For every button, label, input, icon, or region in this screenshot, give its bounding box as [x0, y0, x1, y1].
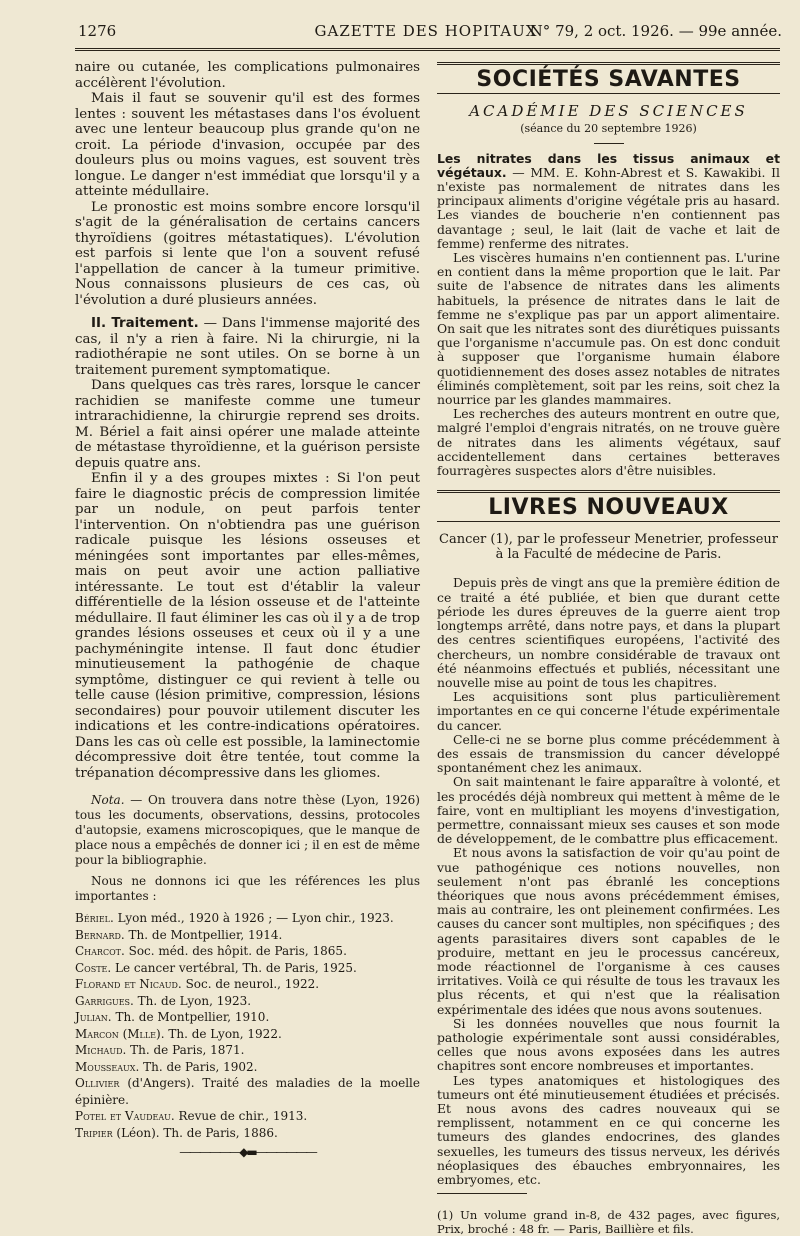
reference-author: Bernard.	[75, 927, 125, 942]
reference-author: Florand et Nicaud.	[75, 977, 182, 991]
paragraph: Les types anatomiques et histologiques des tumeurs ont été minutieusement étudiées et précisés. Et nous avons des cadres nouveaux qui se remplissent, notamment en ce qui concerne les tumeurs des glandes endocrines, des glandes sexuelles, les tumeurs des tissus nerveux, les dérivés néoplasiques des ébauches embryonnaires, les embryomes, etc.	[437, 1072, 780, 1188]
paragraph: Enfin il y a des groupes mixtes : Si l'on peut faire le diagnostic précis de compression limitée par un nodule, on peut parfois tenter l'intervention. On n'obtiendra pas une guérison radicale puisque les lésions osseuses et méningées sont importantes par elles-mêmes, mais on peut avoir une action palliative intéressante. Le tout est d'établir la valeur différentielle de la lésion osseuse et de l'atteinte médullaire. Il faut éliminer les cas où il y a de trop grandes lésions osseuses et ceux où il y a une pachyméningite intense. Il faut donc étudier minutieusement la pathogénie de chaque symptôme, distinguer ce qui revient à telle ou telle cause (lésion primitive, compression, lésions secondaires) pour pouvoir utilement discuter les indications et les contre-indications opératoires. Dans les cas où celle est possible, la laminectomie décompressive doit être tentée, tout comme la trépanation décompressive dans les gliomes.	[75, 471, 420, 781]
reference-source: Soc. méd. des hôpit. de Paris, 1865.	[124, 944, 347, 958]
section-heading: II. Traitement.	[91, 316, 199, 331]
paragraph: Si les données nouvelles que nous fournit la pathologie expérimentale sont aussi considérables, celles que nous avons exposées dans les autres chapitres sont encore nombreuses et importantes.	[437, 1015, 780, 1074]
reference-entry	[75, 1026, 420, 1043]
reference-entry	[75, 976, 420, 993]
section-rule	[437, 521, 780, 522]
reference-entry	[75, 1125, 420, 1142]
end-ornament: ——————◆▬——————	[179, 1145, 316, 1159]
reference-source: Th. de Lyon, 1923.	[133, 993, 252, 1008]
reference-entry	[75, 1042, 420, 1059]
issue-info: N° 79, 2 oct. 1926. — 99e année.	[529, 22, 782, 40]
paragraph: On sait maintenant le faire apparaître à volonté, et les procédés déjà nombreux qui mettent à même de le faire, vont en multipliant les moyens d'investigation, permettre, connaissant mieux ses causes et son mode de développement, de le combattre plus efficacement.	[437, 774, 780, 847]
article-title: Les nitrates dans les tissus animaux et végétaux.	[437, 150, 780, 180]
reference-source: (d'Angers). Traité des maladies de la moelle épinière.	[75, 1076, 420, 1107]
paragraph-text: — MM. E. Kohn-Abrest et S. Kawakibi. Il n'existe pas normalement de nitrates dans les principaux aliments d'origine végétale pris au hasard. Les viandes de boucherie n'en contiennent pas davantage ; seul, le lait (lait de vache et lait de femme) renferme des nitrates.	[437, 164, 780, 251]
societes-heading: SOCIÉTÉS SAVANTES	[476, 67, 741, 92]
reference-author: Julian.	[75, 1010, 112, 1024]
nota	[75, 793, 420, 868]
section-rule	[437, 93, 780, 94]
reference-author: Potel et Vaudeau.	[75, 1109, 175, 1123]
paragraph: Les recherches des auteurs montrent en outre que, malgré l'emploi d'engrais nitratés, on ne trouve guère de nitrates dans les aliments végétaux, sauf accidentellement dans certaines betteraves fourragères suspectes alors d'être nuisibles.	[437, 406, 780, 479]
reference-source: Th. de Montpellier, 1910.	[111, 1010, 270, 1024]
paragraph-text: — Dans l'immense majorité des cas, il n'y a rien à faire. Ni la chirurgie, ni la radiothérapie ne sont utiles. On se borne à un traitement purement symptomatique.	[75, 316, 420, 378]
page-number: 1276	[78, 22, 117, 40]
header-rule	[75, 48, 780, 51]
reference-entry	[75, 993, 420, 1010]
reference-source: Soc. de neurol., 1922.	[181, 977, 320, 991]
reference-author: Ollivier	[75, 1076, 120, 1090]
reference-source: Lyon méd., 1920 à 1926 ; — Lyon chir., 1923.	[113, 911, 394, 925]
journal-title: GAZETTE DES HOPITAUX	[314, 22, 538, 40]
footnote-rule	[437, 1193, 527, 1194]
left-column	[75, 60, 420, 1161]
reference-source: Le cancer vertébral, Th. de Paris, 1925.	[111, 960, 357, 975]
footnote: (1) Un volume grand in-8, de 432 pages, avec figures, Prix, broché : 48 fr. — Paris, Baillière et fils.	[437, 1208, 780, 1236]
paragraph: Et nous avons la satisfaction de voir qu'au point de vue pathogénique ces notions nouvelles, non seulement n'ont pas ébranlé les conceptions théoriques que nous avons précédemment émises, mais au contraire, les ont pleinement confirmées. Les causes du cancer sont multiples, non spécifiques ; des agents parasitaires divers sont capables de le produire, mettant en jeu le processus cancéreux, mode réactionnel de l'organisme à ces causes irritatives. Voilà ce qui résulte de tous les travaux les plus récents, et qui n'est que la réalisation expérimentale des idées que nous avons soutenues.	[437, 845, 780, 1017]
paragraph: naire ou cutanée, les complications pulmonaires accélèrent l'évolution.	[75, 60, 420, 91]
reference-entry	[75, 1009, 420, 1026]
book-title: Cancer (1), par le professeur Menetrier, professeur à la Faculté de médecine de Paris.	[439, 532, 778, 563]
reference-source: Th. de Lyon, 1922.	[164, 1026, 282, 1041]
right-column	[437, 60, 780, 1236]
running-header	[70, 22, 782, 46]
reference-author: Mousseaux.	[75, 1059, 140, 1074]
paragraph: Depuis près de vingt ans que la première édition de ce traité a été publiée, et bien que durant cette période les dures épreuves de la guerre aient trop longtemps arrêté, dans notre pays, et dans la plupart des centres scientifiques européens, l'activité des chercheurs, un nombre considérable de travaux ont été néanmoins effectués et publiés, nécessitant une nouvelle mise au point de tous les chapitres.	[437, 575, 780, 690]
reference-author: Garrigues.	[75, 993, 134, 1008]
reference-entry	[75, 960, 420, 977]
reference-entry	[75, 1059, 420, 1076]
reference-entry	[75, 910, 420, 927]
seance-date: (séance du 20 septembre 1926)	[520, 122, 697, 136]
paragraph: Les viscères humains n'en contiennent pas. L'urine en contient dans la même proportion que le lait. Par suite de l'absence de nitrates dans les aliments habituels, la présence de nitrates dans le lait de femme ne s'explique pas par un apport alimentaire. On sait que les nitrates sont des diurétiques puissants que l'organisme n'accumule pas. On est donc conduit à supposer que l'organisme humain élabore quotidiennement des doses assez notables de nitrates éliminés complètement, soit par les reins, soit chez la nourrice par les glandes mammaires.	[437, 250, 780, 408]
section-rule	[437, 62, 780, 65]
paragraph: Mais il faut se souvenir qu'il est des formes lentes : souvent les métastases dans l'os évoluent avec une lenteur beaucoup plus grande qu'on ne croit. La période d'invasion, occupée par des douleurs plus ou moins vagues, est souvent très longue. Le danger n'est immédiat que lorsqu'il y a atteinte médullaire.	[75, 91, 420, 199]
reference-author: Bériel.	[75, 911, 114, 925]
reference-source: Th. de Paris, 1871.	[126, 1043, 245, 1057]
paragraph: Dans quelques cas très rares, lorsque le cancer rachidien se manifeste comme une tumeur intrarachidienne, la chirurgie reprend ses droits. M. Bériel a fait ainsi opérer une malade atteinte de métastase thyroïdienne, et la guérison persiste depuis quatre ans.	[75, 378, 420, 471]
reference-entry	[75, 1108, 420, 1125]
academie-heading: ACADÉMIE DES SCIENCES	[469, 102, 748, 121]
reference-source: (Léon). Th. de Paris, 1886.	[112, 1125, 278, 1140]
short-rule	[594, 143, 624, 144]
reference-entry	[75, 927, 420, 944]
treatment-paragraph	[75, 316, 420, 378]
paragraph: Celle-ci ne se borne plus comme précédemment à des essais de transmission du cancer développé spontanément chez les animaux.	[437, 731, 780, 776]
refs-intro: Nous ne donnons ici que les références les plus importantes :	[75, 874, 420, 903]
nota-text: — On trouvera dans notre thèse (Lyon, 1926) tous les documents, observations, dessins, protocoles d'autopsie, examens microscopiques, que le manque de place nous a empêchés de donner ici ; il en est de même pour la bibliographie.	[75, 793, 420, 867]
reference-author: Coste.	[75, 960, 112, 975]
reference-entry	[75, 943, 420, 960]
reference-source: Th. de Paris, 1902.	[139, 1059, 258, 1074]
nota-label: Nota.	[91, 793, 125, 807]
reference-entry	[75, 1075, 420, 1108]
reference-source: Revue de chir., 1913.	[174, 1109, 308, 1123]
section-rule	[437, 490, 780, 493]
reference-author: Tripier	[75, 1125, 113, 1140]
paragraph: Le pronostic est moins sombre encore lorsqu'il s'agit de la généralisation de certains cancers thyroïdiens (goitres métastatiques). L'évolution est parfois si lente que l'on a souvent refusé l'appellation de cancer à la tumeur primitive. Nous connaissons plusieurs de ces cas, où l'évolution a duré plusieurs années.	[75, 199, 420, 308]
paragraph: Les acquisitions sont plus particulièrement importantes en ce qui concerne l'étude expérimentale du cancer.	[437, 689, 780, 733]
bibliography	[75, 910, 420, 1141]
reference-author: Marcon (Mlle).	[75, 1026, 165, 1041]
livres-heading: LIVRES NOUVEAUX	[488, 495, 729, 521]
reference-source: Th. de Montpellier, 1914.	[124, 927, 283, 942]
reference-author: Charcot.	[75, 944, 125, 958]
nitrates-paragraph	[437, 152, 780, 251]
reference-author: Michaud.	[75, 1043, 127, 1057]
